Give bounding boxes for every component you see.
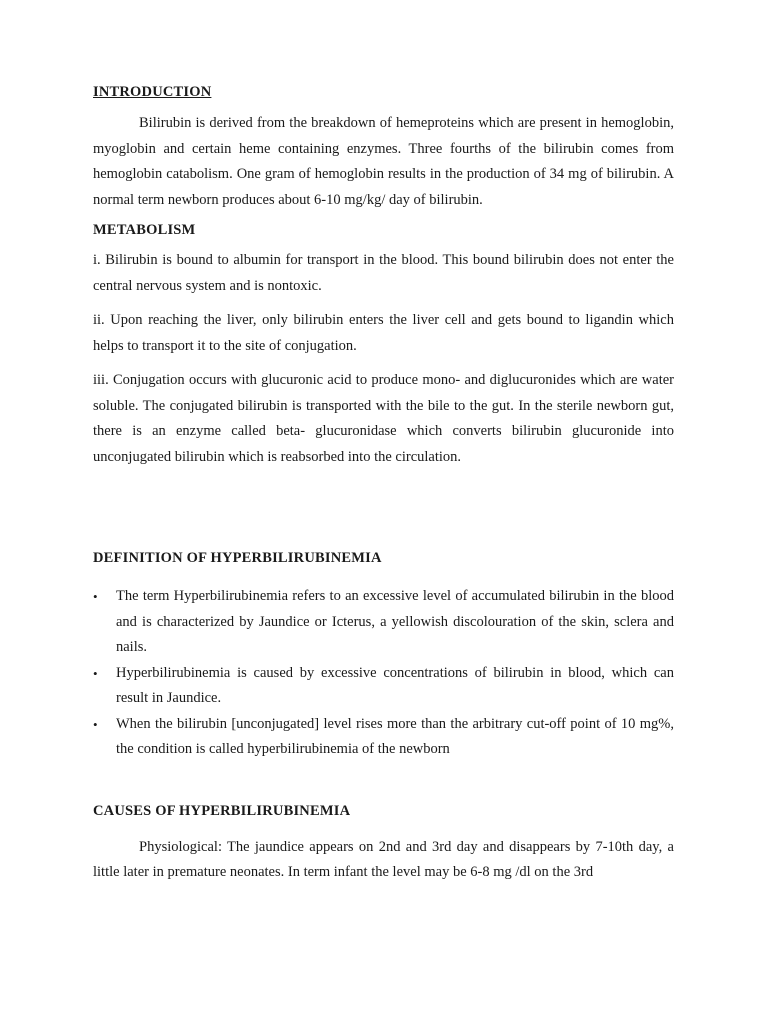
introduction-paragraph: Bilirubin is derived from the breakdown of hemeproteins which are present in hemoglobin, myoglobin and certain heme containing enzymes. Three fourths of the bilirubin comes from hemoglobin catabolism. One gram of hemoglobin results in the production of 34 mg of bilirubin. A normal term newborn produces about 6-10 mg/kg/ day of bilirubin.: [93, 115, 674, 208]
metabolism-item-2: ii. Upon reaching the liver, only bilirubin enters the liver cell and gets bound to ligandin which helps to transport it to the site of conjugation.: [93, 312, 674, 354]
introduction-heading: INTRODUCTION: [93, 84, 212, 100]
causes-paragraph: Physiological: The jaundice appears on 2nd and 3rd day and disappears by 7-10th day, a little later in premature neonates. In term infant the level may be 6-8 mg /dl on the 3rd: [93, 838, 674, 880]
list-item: [93, 584, 674, 661]
metabolism-heading: METABOLISM: [93, 222, 196, 238]
definition-bullet-1: The term Hyperbilirubinemia refers to an excessive level of accumulated bilirubin in the blood and is characterized by Jaundice or Icterus, a yellowish discolouration of the skin, sclera and nails.: [116, 588, 674, 655]
document-page: [93, 84, 674, 886]
list-item: [93, 661, 674, 712]
causes-heading: CAUSES OF HYPERBILIRUBINEMIA: [93, 802, 351, 819]
bullet-icon: •: [93, 716, 98, 732]
definition-bullet-3: When the bilirubin [unconjugated] level rises more than the arbitrary cut-off point of 10 mg%, the condition is called hyperbilirubinemia of the newborn: [116, 715, 674, 757]
definition-heading: DEFINITION OF HYPERBILIRUBINEMIA: [93, 550, 382, 566]
definition-list: [93, 584, 674, 763]
list-item: [93, 712, 674, 763]
definition-bullet-2: Hyperbilirubinemia is caused by excessive concentrations of bilirubin in blood, which can result in Jaundice.: [116, 664, 674, 706]
metabolism-item-3: iii. Conjugation occurs with glucuronic acid to produce mono- and diglucuronides which are water soluble. The conjugated bilirubin is transported with the bile to the gut. In the sterile newborn gut, there is an enzyme called beta- glucuronidase which converts bilirubin glucuronide into unconjugated bilirubin which is reabsorbed into the circulation.: [93, 372, 674, 465]
bullet-icon: •: [93, 665, 98, 681]
metabolism-item-1: i. Bilirubin is bound to albumin for transport in the blood. This bound bilirubin does not enter the central nervous system and is nontoxic.: [93, 252, 674, 294]
bullet-icon: •: [93, 589, 98, 604]
